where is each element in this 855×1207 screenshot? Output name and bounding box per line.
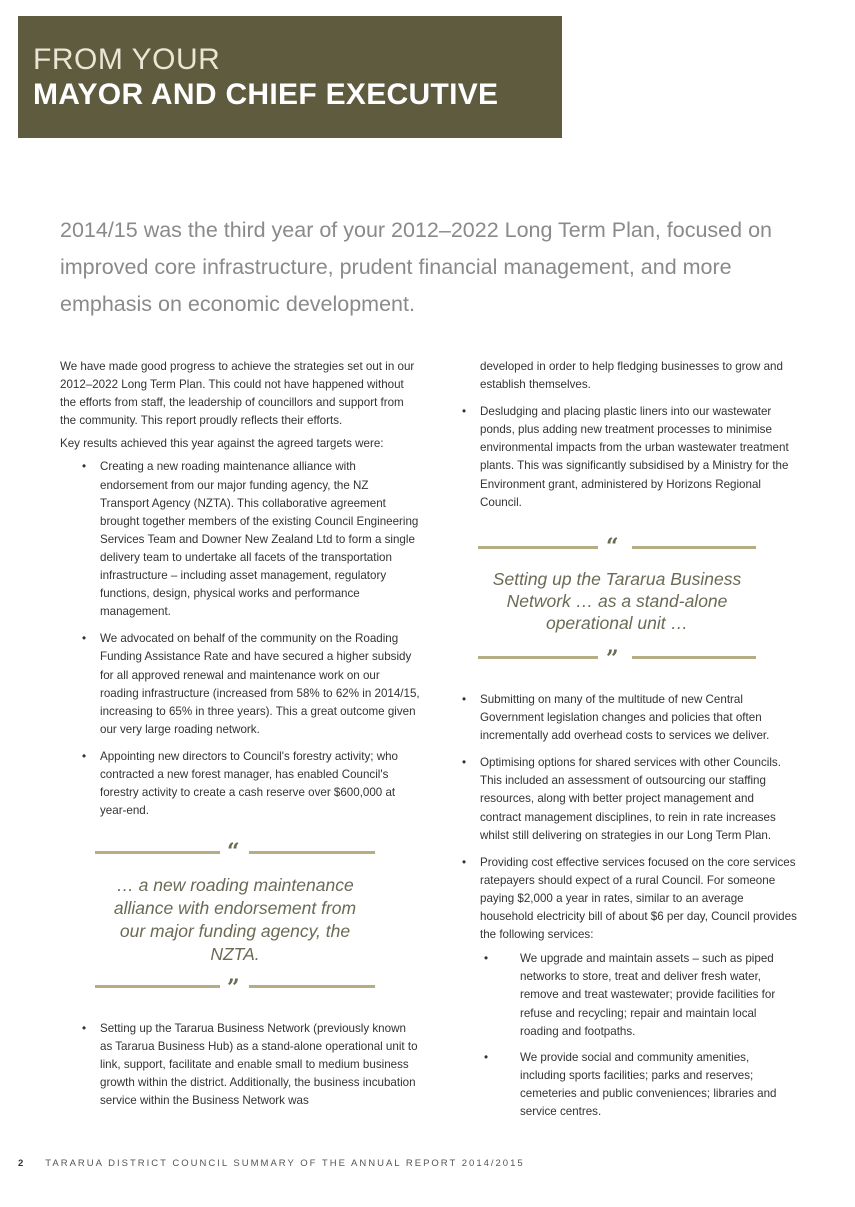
sub-list-item: • We upgrade and maintain assets – such as piped networks to store, treat and deliver fresh water, remove and treat wastewater; provide facilities for refuse and recycling; repair and maintain local roading and footpaths. — [484, 952, 776, 1038]
list-item: • We advocated on behalf of the community on the Roading Funding Assistance Rate and have secured a higher subsidy for all approved renewal and maintenance work on our roading infrastructure (increased from 58% to 62% in 2014/15, increasing to 65% in three years). This a great outcome given our very large roading network. — [82, 632, 420, 736]
title-line-2: MAYOR AND CHIEF EXECUTIVE — [33, 78, 499, 111]
bullet-icon: • — [82, 460, 87, 474]
bullet-icon: • — [462, 756, 467, 770]
sub-list-item: • We provide social and community amenities, including sports facilities; parks and reserves; cemeteries and public conveniences; libraries and service centres. — [484, 1050, 777, 1118]
pull-quote: … a new roading maintenance alliance with endorsement from our major funding agency, the NZTA. — [113, 875, 357, 964]
intro-paragraph: 2014/15 was the third year of your 2012–2022 Long Term Plan, focused on improved core infrastructure, prudent financial management, and more emphasis on economic development. — [60, 218, 772, 316]
quote-rule — [632, 656, 756, 659]
list-item: • Creating a new roading maintenance alliance with endorsement from our major funding agency, the NZ Transport Agency (NZTA). This collaborative agreement brought together members of the existing Council Engineering Services Team and Downer New Zealand Ltd to form a single delivery team to undertake all facets of the transportation infrastructure – including asset management, regulatory functions, design, physical works and performance management. — [82, 460, 419, 619]
bullet-icon: • — [462, 855, 467, 869]
list-item: • Submitting on many of the multitude of new Central Government legislation changes and policies that often incrementally add overhead costs to services we deliver. — [462, 693, 770, 743]
close-quote-icon: ” — [227, 975, 240, 1001]
left-column — [60, 358, 420, 829]
list-item: • Appointing new directors to Council's forestry activity; who contracted a new forest manager, has enabled Council's forestry activity to create a cash reserve over $600,000 at year-end. — [82, 749, 398, 818]
quote-rule — [249, 985, 375, 988]
bullet-icon: • — [82, 1022, 87, 1035]
quote-rule — [249, 851, 375, 854]
list-item: • Desludging and placing plastic liners into our wastewater ponds, plus adding new treatment processes to minimise environmental impacts from the urban wastewater treatment plants. This was significantly subsidised by a Ministry for the Environment grant, administered by Horizons Regional Council. — [462, 405, 789, 509]
list-item: • Optimising options for shared services with other Councils. This included an assessment of outsourcing our staffing resources, along with better project management and contract management disciplines, to rein in rate increases whilst still delivering on strategies in our Long Term Plan. — [462, 756, 781, 842]
bullet-icon: • — [484, 952, 489, 966]
quote-rule — [478, 546, 598, 549]
list-item-continued: developed in order to help fledging businesses to grow and establish themselves. — [480, 360, 783, 392]
right-column — [458, 358, 798, 521]
right-column-bottom — [458, 691, 798, 1130]
paragraph: We have made good progress to achieve the strategies set out in our 2012–2022 Long Term Plan. This could not have happened without the efforts from staff, the leadership of councillors and support from the community. This report proudly reflects their efforts. — [60, 360, 415, 428]
quote-rule — [95, 851, 220, 854]
open-quote-icon: “ — [606, 534, 619, 560]
bullet-icon: • — [462, 405, 467, 419]
quote-rule — [95, 985, 220, 988]
title-banner — [18, 16, 562, 138]
open-quote-icon: “ — [227, 839, 240, 865]
list-item: • Providing cost effective services focused on the core services ratepayers should expect of a rural Council. For someone paying $2,000 a year in rates, similar to an average household electricity bill of about $6 per day, Council provides the following services: • We upgrade and maintain assets – such as piped networks to store, treat and deliver fresh water, remove and treat wastewater; provide facilities for refuse and recycling; repair and maintain local roading and footpaths. • We provide social and community amenities, including sports facilities; parks and reserves; cemeteries and public conveniences; libraries and service centres. — [458, 854, 798, 1121]
paragraph: Key results achieved this year against the agreed targets were: — [60, 437, 384, 451]
pull-quote: Setting up the Tararua Business Network … as a stand-alone operational unit … — [492, 569, 742, 633]
footer-title: TARARUA DISTRICT COUNCIL SUMMARY OF THE ANNUAL REPORT 2014/2015 — [45, 1158, 525, 1169]
page-footer — [18, 1158, 525, 1169]
left-column-bottom — [60, 1020, 420, 1119]
list-item: • Setting up the Tararua Business Network (previously known as Tararua Business Hub) as a stand-alone operational unit to link, support, facilitate and enable small to medium business growth within the district. Additionally, the business incubation service within the Business Network was — [82, 1022, 418, 1108]
close-quote-icon: ” — [606, 646, 619, 672]
quote-rule — [478, 656, 598, 659]
title-line-1: FROM YOUR — [33, 43, 221, 76]
bullet-icon: • — [462, 693, 467, 706]
bullet-icon: • — [82, 632, 87, 646]
bullet-icon: • — [484, 1050, 489, 1064]
page-number: 2 — [18, 1158, 24, 1169]
bullet-icon: • — [82, 749, 87, 763]
quote-rule — [632, 546, 756, 549]
